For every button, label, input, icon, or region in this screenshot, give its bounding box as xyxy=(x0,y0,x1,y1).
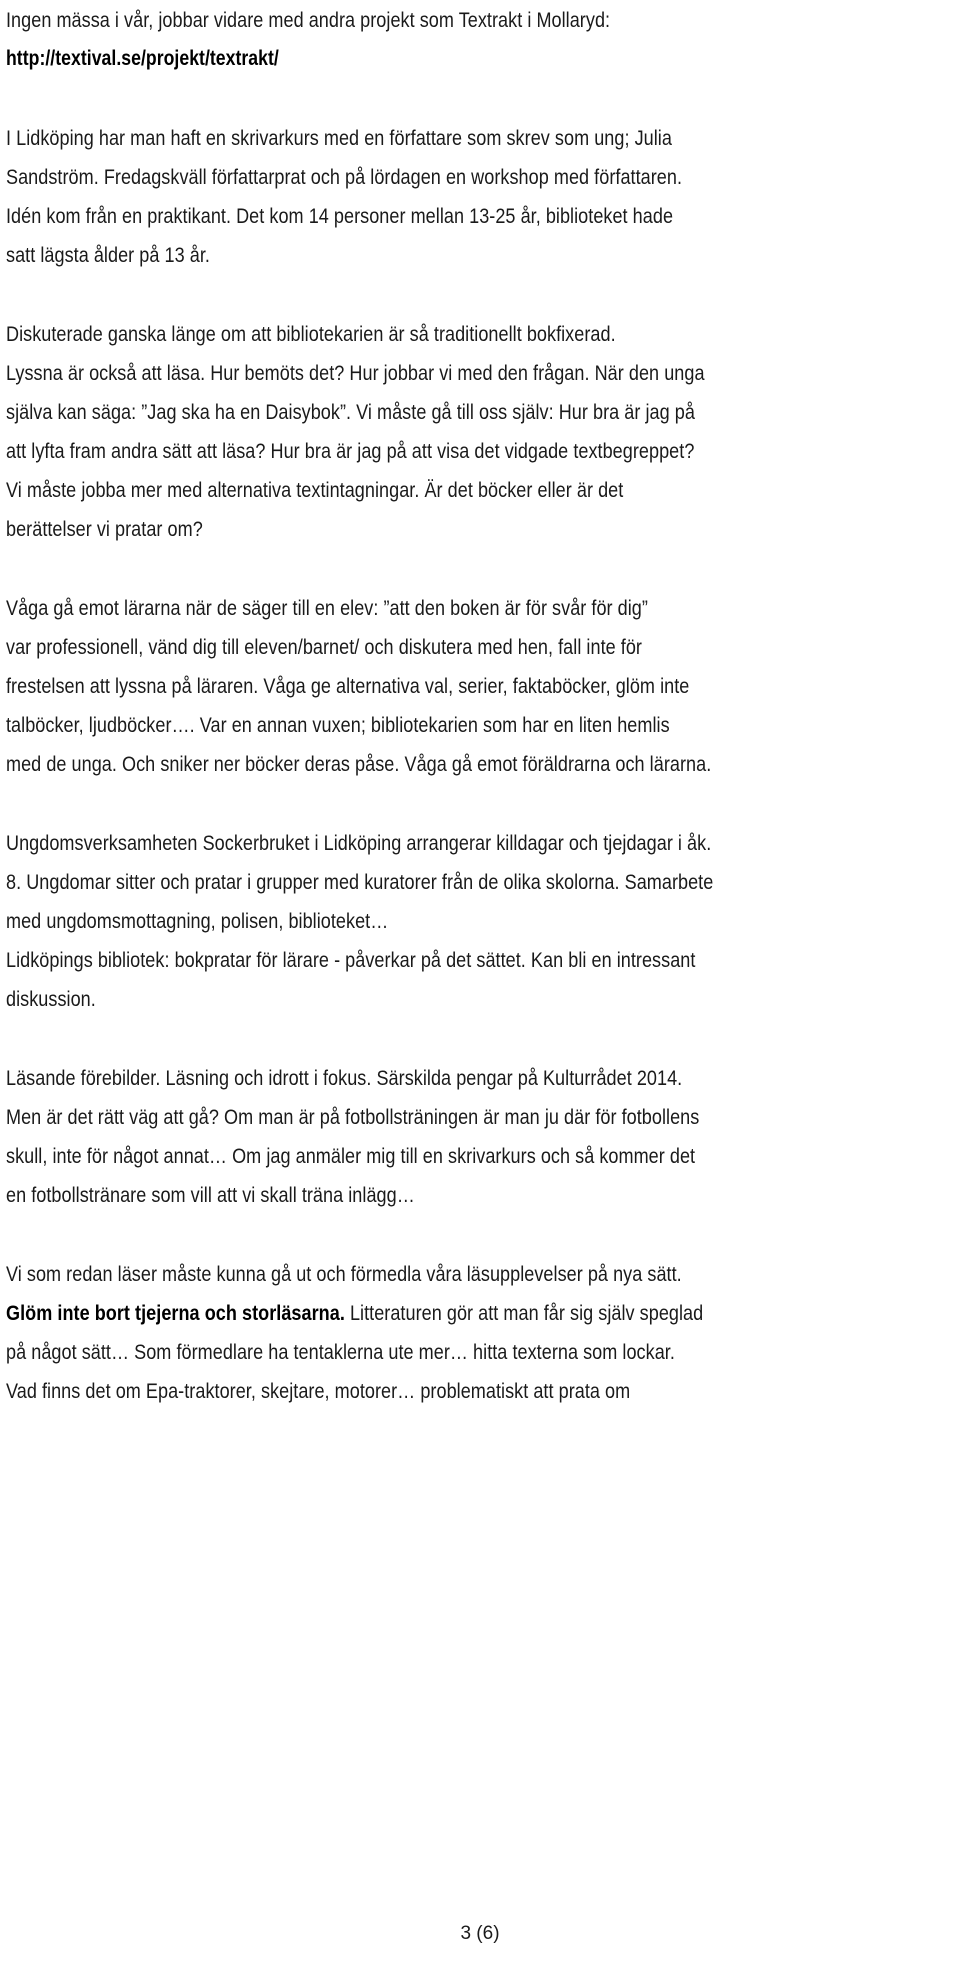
text-continuation: Litteraturen gör att man får sig själv speglad xyxy=(344,1301,704,1325)
text-line: Vad finns det om Epa-traktorer, skejtare, motorer… problematiskt att prata om xyxy=(6,1379,631,1403)
bold-emphasis: Glöm inte bort tjejerna och storläsarna. xyxy=(6,1301,345,1325)
text-line: var professionell, vänd dig till eleven/barnet/ och diskutera med hen, fall inte för xyxy=(6,635,642,659)
text-line: Vi som redan läser måste kunna gå ut och förmedla våra läsupplevelser på nya sätt. xyxy=(6,1262,682,1286)
text-line: Idén kom från en praktikant. Det kom 14 personer mellan 13-25 år, biblioteket hade xyxy=(6,204,674,228)
text-line: talböcker, ljudböcker…. Var en annan vuxen; bibliotekarien som har en liten hemlis xyxy=(6,713,670,737)
text-line: Vi måste jobba mer med alternativa textintagningar. Är det böcker eller är det xyxy=(6,478,624,502)
text-line: 8. Ungdomar sitter och pratar i grupper med kuratorer från de olika skolorna. Samarbete xyxy=(6,870,714,894)
text-line: Ingen mässa i vår, jobbar vidare med andra projekt som Textrakt i Mollaryd: xyxy=(6,8,611,32)
text-line: Våga gå emot lärarna när de säger till en elev: ”att den boken är för svår för dig” xyxy=(6,596,648,620)
text-line: Men är det rätt väg att gå? Om man är på fotbollsträningen är man ju där för fotbollens xyxy=(6,1105,700,1129)
page-number: 3 (6) xyxy=(460,1923,500,1944)
project-link[interactable]: http://textival.se/projekt/textrakt/ xyxy=(6,46,279,70)
text-line: berättelser vi pratar om? xyxy=(6,517,203,541)
text-line: diskussion. xyxy=(6,987,96,1011)
text-line: en fotbollstränare som vill att vi skall träna inlägg… xyxy=(6,1183,415,1207)
text-line: frestelsen att lyssna på läraren. Våga ge alternativa val, serier, faktaböcker, glöm inte xyxy=(6,674,690,698)
text-line: I Lidköping har man haft en skrivarkurs med en författare som skrev som ung; Julia xyxy=(6,126,672,150)
text-line: Diskuterade ganska länge om att bibliotekarien är så traditionellt bokfixerad. xyxy=(6,322,616,346)
text-line: själva kan säga: ”Jag ska ha en Daisybok”. Vi måste gå till oss själv: Hur bra är jag på xyxy=(6,400,695,424)
text-line: satt lägsta ålder på 13 år. xyxy=(6,243,210,267)
text-line: Läsande förebilder. Läsning och idrott i fokus. Särskilda pengar på Kulturrådet 2014. xyxy=(6,1066,683,1090)
text-line: att lyfta fram andra sätt att läsa? Hur bra är jag på att visa det vidgade textbegreppet? xyxy=(6,439,695,463)
text-line: Sandström. Fredagskväll författarprat och på lördagen en workshop med författaren. xyxy=(6,165,683,189)
text-line: med de unga. Och sniker ner böcker deras påse. Våga gå emot föräldrarna och lärarna. xyxy=(6,752,712,776)
text-line: skull, inte för något annat… Om jag anmäler mig till en skrivarkurs och så kommer det xyxy=(6,1144,696,1168)
text-line: Lidköpings bibliotek: bokpratar för lärare - påverkar på det sättet. Kan bli en intressant xyxy=(6,948,696,972)
text-line: med ungdomsmottagning, polisen, biblioteket… xyxy=(6,909,389,933)
text-line: på något sätt… Som förmedlare ha tentaklerna ute mer… hitta texterna som lockar. xyxy=(6,1340,675,1364)
text-line: Ungdomsverksamheten Sockerbruket i Lidköping arrangerar killdagar och tjejdagar i åk. xyxy=(6,831,712,855)
text-line: Lyssna är också att läsa. Hur bemöts det? Hur jobbar vi med den frågan. När den unga xyxy=(6,361,705,385)
mixed-text-line xyxy=(6,1299,703,1327)
